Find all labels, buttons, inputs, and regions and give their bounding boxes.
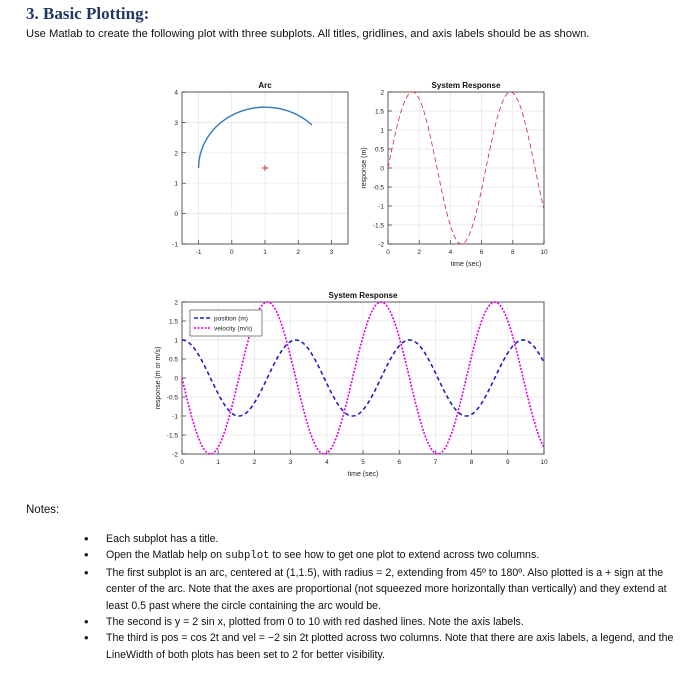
y-tick-label: 0	[174, 375, 178, 383]
x-tick-label: 10	[540, 249, 548, 256]
list-item	[76, 614, 676, 630]
y-tick-label: 2	[380, 89, 384, 97]
list-item	[76, 630, 676, 663]
y-tick-label: 2	[174, 150, 178, 158]
x-tick-label: 5	[361, 459, 365, 466]
y-tick-label: 2	[174, 299, 178, 307]
x-tick-label: 8	[510, 249, 515, 256]
y-tick-label: 0	[380, 165, 384, 173]
note-text: The second is y = 2 sin x, plotted from 0 to 10 with red dashed lines. Note the axis labels.	[106, 616, 524, 629]
code-text: subplot	[224, 550, 270, 563]
note-text: Open the Matlab help on	[106, 549, 225, 562]
y-axis-label: response (m)	[361, 147, 368, 189]
x-tick-label: 2	[417, 249, 422, 256]
y-tick-label: 3	[174, 119, 178, 127]
x-tick-label: 0	[180, 459, 184, 466]
x-tick-label: -1	[195, 249, 202, 256]
x-tick-label: 4	[448, 249, 453, 256]
y-tick-label: -2	[378, 241, 384, 249]
y-tick-label: 1	[174, 337, 178, 345]
note-text: The first subplot is an arc, centered at (1,1.5), with radius = 2, extending from 45º to 180º. Also plotted is a + sign at the center of the arc. Note that the axes are proportional (not squeezed more horizontally than vertically) and they extend at least 0.5 past where the circle containing the arc would be.	[106, 566, 667, 612]
page-title: 3. Basic Plotting:	[26, 4, 150, 23]
x-tick-label: 6	[479, 249, 484, 256]
x-tick-label: 0	[229, 249, 234, 256]
y-axis-label: response (m or m/s)	[155, 346, 162, 410]
y-tick-label: 0.5	[374, 146, 384, 154]
chart-title: System Response	[328, 291, 398, 300]
y-tick-label: 0.5	[168, 356, 178, 364]
y-tick-label: -0.5	[166, 394, 178, 402]
y-tick-label: -1.5	[372, 222, 384, 230]
y-tick-label: 1.5	[374, 108, 384, 116]
chart-title: Arc	[258, 81, 272, 90]
y-tick-label: -1	[378, 203, 384, 211]
x-tick-label: 2	[296, 249, 301, 256]
x-tick-label: 7	[433, 459, 438, 466]
x-tick-label: 10	[540, 459, 548, 466]
x-tick-label: 8	[469, 459, 474, 466]
list-item	[76, 565, 676, 614]
y-tick-label: 1	[174, 180, 178, 188]
x-tick-label: 0	[386, 249, 390, 256]
note-text: Each subplot has a title.	[106, 533, 219, 545]
list-item	[76, 531, 676, 547]
x-tick-label: 6	[397, 459, 402, 466]
y-tick-label: 0	[174, 211, 178, 219]
x-tick-label: 1	[263, 249, 267, 256]
x-tick-label: 9	[505, 459, 510, 466]
x-tick-label: 3	[288, 459, 293, 466]
x-axis-label: time (sec)	[450, 261, 482, 268]
legend-label: velocity (m/s)	[214, 325, 253, 333]
x-tick-label: 1	[216, 459, 221, 466]
list-item	[76, 547, 676, 564]
note-text: The third is pos = cos 2t and vel = −2 sin 2t plotted across two columns. Note that there are axis labels, a legend, and the LineWidth of both plots has been set to 2 for better visibility.	[106, 632, 674, 661]
x-axis-label: time (sec)	[347, 471, 379, 478]
y-tick-label: -2	[172, 451, 178, 459]
notes-label: Notes:	[26, 504, 60, 516]
intro-text: Use Matlab to create the following plot with three subplots. All titles, gridlines, and axis labels should be as shown.	[26, 28, 590, 40]
x-tick-label: 2	[252, 459, 257, 466]
y-tick-label: -1	[172, 241, 178, 249]
y-tick-label: -0.5	[372, 184, 384, 192]
x-tick-label: 3	[329, 249, 334, 256]
note-text: to see how to get one plot to extend across two columns.	[269, 549, 540, 562]
chart-title: System Response	[431, 81, 501, 90]
y-tick-label: 4	[174, 89, 178, 97]
x-tick-label: 4	[324, 459, 329, 466]
center-marker	[262, 165, 268, 171]
y-tick-label: 1	[380, 127, 384, 135]
legend-label: position (m)	[214, 315, 248, 323]
notes-list	[76, 531, 676, 663]
y-tick-label: -1.5	[166, 432, 178, 440]
y-tick-label: 1.5	[168, 318, 178, 326]
arc-line	[199, 107, 312, 168]
y-tick-label: -1	[172, 413, 178, 421]
